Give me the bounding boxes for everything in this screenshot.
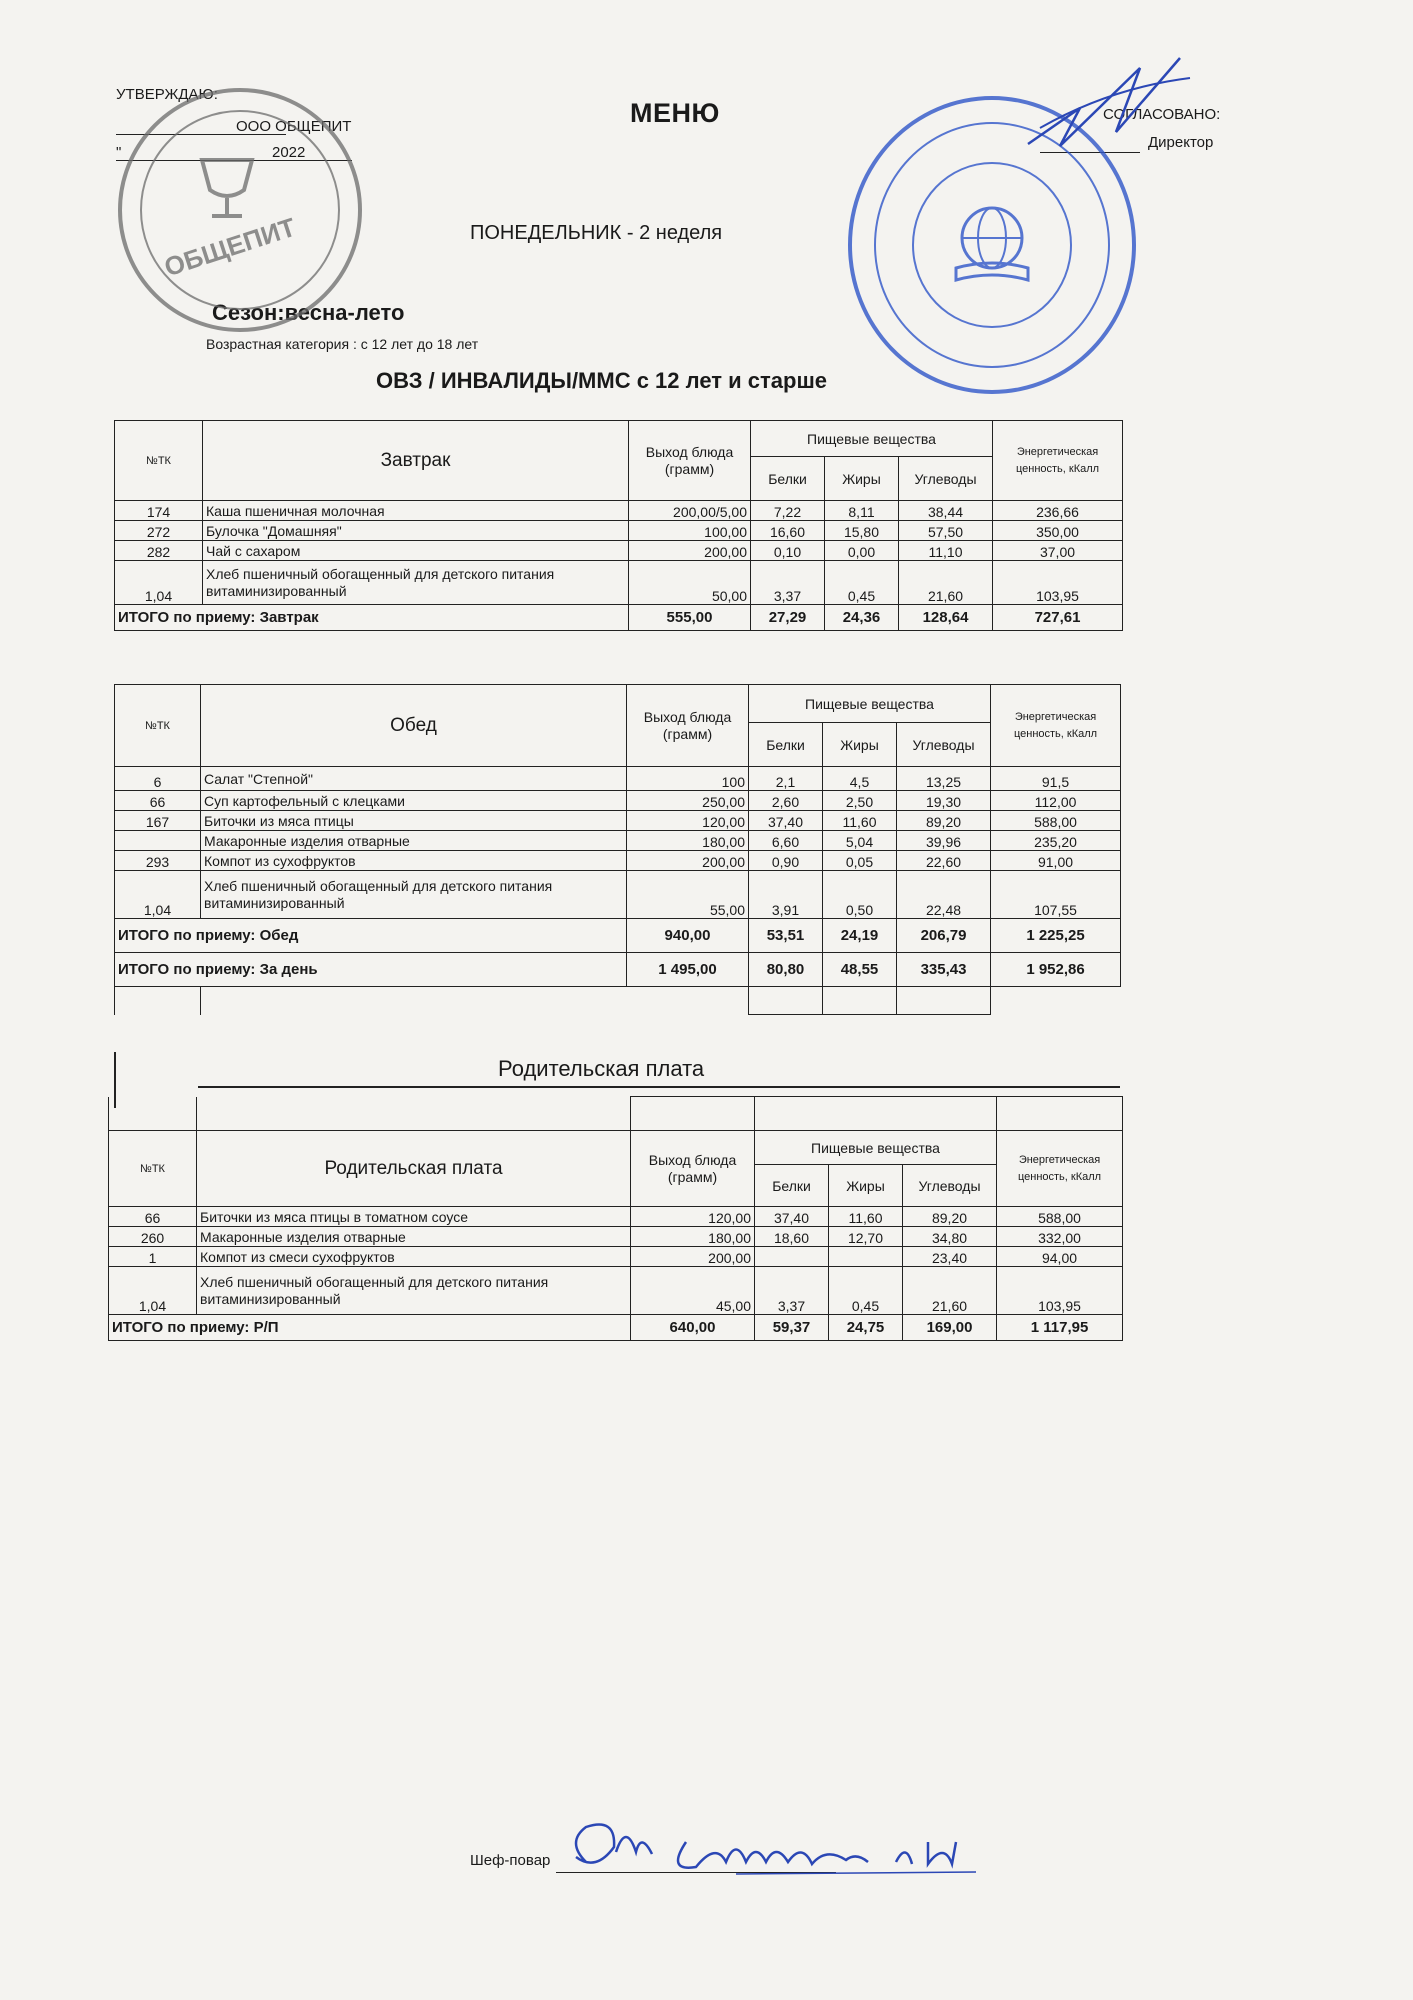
- total-protein: 27,29: [751, 605, 825, 631]
- parent-total-row: [109, 1315, 1123, 1341]
- total-output: 640,00: [631, 1315, 755, 1341]
- left-stamp-text: ОБЩЕПИТ: [160, 211, 300, 283]
- dish-carbs: 34,80: [903, 1227, 997, 1247]
- day-title: ПОНЕДЕЛЬНИК - 2 неделя: [470, 222, 723, 244]
- dish-fat: 0,00: [825, 541, 899, 561]
- dish-carbs: 23,40: [903, 1247, 997, 1267]
- dish-protein: 2,1: [749, 767, 823, 791]
- dish-carbs: 38,44: [899, 501, 993, 521]
- total-carbs: 128,64: [899, 605, 993, 631]
- dish-number: 1,04: [115, 561, 203, 605]
- left-stamp: [118, 88, 362, 332]
- dish-protein: 6,60: [749, 831, 823, 851]
- dish-carbs: 39,96: [897, 831, 991, 851]
- dish-output: 100: [627, 767, 749, 791]
- globe-book-icon: [944, 198, 1040, 294]
- menu-row: [115, 831, 1121, 851]
- menu-row: [115, 521, 1123, 541]
- menu-row: [109, 1207, 1123, 1227]
- day-total-label: ИТОГО по приему: За день: [115, 953, 627, 987]
- dish-output: 120,00: [627, 811, 749, 831]
- col-num: №ТК: [115, 685, 201, 767]
- col-protein: Белки: [755, 1165, 829, 1207]
- total-fat: 24,36: [825, 605, 899, 631]
- dish-protein: 0,10: [751, 541, 825, 561]
- col-carbs: Углеводы: [899, 457, 993, 501]
- col-output: Выход блюда (грамм): [627, 685, 749, 767]
- meal-title-breakfast: Завтрак: [203, 421, 629, 501]
- dish-number: 272: [115, 521, 203, 541]
- dish-fat: 0,45: [829, 1267, 903, 1315]
- dish-number: 1,04: [109, 1267, 197, 1315]
- meal-title-lunch: Обед: [201, 685, 627, 767]
- director-label: Директор: [1148, 134, 1214, 151]
- menu-row: [109, 1267, 1123, 1315]
- dish-fat: 11,60: [829, 1207, 903, 1227]
- menu-row: [109, 1247, 1123, 1267]
- total-label: ИТОГО по приему: Р/П: [109, 1315, 631, 1341]
- dish-fat: 0,05: [823, 851, 897, 871]
- dish-protein: 37,40: [755, 1207, 829, 1227]
- col-fat: Жиры: [823, 723, 897, 767]
- menu-row: [115, 871, 1121, 919]
- dish-name: Макаронные изделия отварные: [197, 1227, 631, 1247]
- dish-number: 293: [115, 851, 201, 871]
- dish-energy: 107,55: [991, 871, 1121, 919]
- dish-energy: 588,00: [997, 1207, 1123, 1227]
- dish-carbs: 21,60: [899, 561, 993, 605]
- total-output: 555,00: [629, 605, 751, 631]
- dish-fat: 2,50: [823, 791, 897, 811]
- dish-fat: 8,11: [825, 501, 899, 521]
- total-energy: 1 117,95: [997, 1315, 1123, 1341]
- menu-row: [115, 541, 1123, 561]
- total-energy: 1 225,25: [991, 919, 1121, 953]
- dish-protein: 3,37: [751, 561, 825, 605]
- dish-energy: 94,00: [997, 1247, 1123, 1267]
- dish-name: Хлеб пшеничный обогащенный для детского питания витаминизированный: [203, 561, 629, 605]
- dish-number: 6: [115, 767, 201, 791]
- dish-energy: 112,00: [991, 791, 1121, 811]
- dish-fat: 0,50: [823, 871, 897, 919]
- col-carbs: Углеводы: [897, 723, 991, 767]
- col-energy: Энергетическая ценность, кКалл: [997, 1131, 1123, 1207]
- menu-row: [115, 501, 1123, 521]
- dish-protein: 2,60: [749, 791, 823, 811]
- dish-energy: 103,95: [993, 561, 1123, 605]
- dish-carbs: 89,20: [903, 1207, 997, 1227]
- dish-name: Салат "Степной": [201, 767, 627, 791]
- dish-protein: [755, 1247, 829, 1267]
- dish-number: 167: [115, 811, 201, 831]
- dish-carbs: 21,60: [903, 1267, 997, 1315]
- dish-fat: 15,80: [825, 521, 899, 541]
- col-fat: Жиры: [825, 457, 899, 501]
- approve-label: УТВЕРЖДАЮ:: [116, 86, 218, 103]
- dish-output: 250,00: [627, 791, 749, 811]
- dish-energy: 236,66: [993, 501, 1123, 521]
- menu-row: [115, 791, 1121, 811]
- day-total-output: 1 495,00: [627, 953, 749, 987]
- dish-output: 100,00: [629, 521, 751, 541]
- total-fat: 24,19: [823, 919, 897, 953]
- dish-name: Компот из смеси сухофруктов: [197, 1247, 631, 1267]
- menu-row: [109, 1227, 1123, 1247]
- dish-energy: 103,95: [997, 1267, 1123, 1315]
- dish-energy: 91,5: [991, 767, 1121, 791]
- dish-carbs: 22,60: [897, 851, 991, 871]
- agreed-label: СОГЛАСОВАНО:: [1103, 106, 1221, 123]
- breakfast-rows: [115, 501, 1123, 605]
- total-output: 940,00: [627, 919, 749, 953]
- col-energy: Энергетическая ценность, кКалл: [993, 421, 1123, 501]
- dish-protein: 3,91: [749, 871, 823, 919]
- total-label: ИТОГО по приему: Обед: [115, 919, 627, 953]
- dish-carbs: 11,10: [899, 541, 993, 561]
- day-total-energy: 1 952,86: [991, 953, 1121, 987]
- page-title: МЕНЮ: [630, 98, 720, 128]
- dish-number: 66: [109, 1207, 197, 1227]
- col-output: Выход блюда (грамм): [629, 421, 751, 501]
- dish-fat: 4,5: [823, 767, 897, 791]
- total-carbs: 206,79: [897, 919, 991, 953]
- dish-fat: 5,04: [823, 831, 897, 851]
- year: 2022: [272, 144, 306, 161]
- dish-name: Компот из сухофруктов: [201, 851, 627, 871]
- season: Сезон:весна-лето: [212, 300, 405, 325]
- dish-number: 66: [115, 791, 201, 811]
- dish-energy: 37,00: [993, 541, 1123, 561]
- col-carbs: Углеводы: [903, 1165, 997, 1207]
- col-fat: Жиры: [829, 1165, 903, 1207]
- dish-energy: 332,00: [997, 1227, 1123, 1247]
- dish-name: Каша пшеничная молочная: [203, 501, 629, 521]
- menu-row: [115, 561, 1123, 605]
- menu-row: [115, 851, 1121, 871]
- day-total-protein: 80,80: [749, 953, 823, 987]
- total-fat: 24,75: [829, 1315, 903, 1341]
- lunch-total-row: [115, 919, 1121, 953]
- menu-row: [115, 811, 1121, 831]
- day-total-row: [115, 953, 1121, 987]
- total-protein: 59,37: [755, 1315, 829, 1341]
- menu-row: [115, 767, 1121, 791]
- dish-name: Биточки из мяса птицы в томатном соусе: [197, 1207, 631, 1227]
- org-name: ООО ОБЩЕПИТ: [236, 118, 352, 135]
- parent-section-title: Родительская плата: [498, 1056, 705, 1081]
- day-total-carbs: 335,43: [897, 953, 991, 987]
- date-quote: ": [116, 144, 122, 161]
- dish-output: 200,00: [631, 1247, 755, 1267]
- dish-carbs: 13,25: [897, 767, 991, 791]
- dish-output: 180,00: [631, 1227, 755, 1247]
- dish-number: 1: [109, 1247, 197, 1267]
- dish-energy: 350,00: [993, 521, 1123, 541]
- dish-name: Хлеб пшеничный обогащенный для детского питания витаминизированный: [197, 1267, 631, 1315]
- breakfast-total-row: [115, 605, 1123, 631]
- dish-name: Хлеб пшеничный обогащенный для детского питания витаминизированный: [201, 871, 627, 919]
- group-title: ОВЗ / ИНВАЛИДЫ/ММС с 12 лет и старше: [376, 368, 828, 393]
- dish-output: 120,00: [631, 1207, 755, 1227]
- col-nutrients: Пищевые вещества: [749, 685, 991, 723]
- dish-output: 55,00: [627, 871, 749, 919]
- dish-carbs: 57,50: [899, 521, 993, 541]
- dish-protein: 7,22: [751, 501, 825, 521]
- dish-protein: 3,37: [755, 1267, 829, 1315]
- chef-signature: [556, 1812, 996, 1892]
- dish-fat: 0,45: [825, 561, 899, 605]
- dish-carbs: 22,48: [897, 871, 991, 919]
- lunch-table: [114, 684, 1121, 1015]
- dish-name: Суп картофельный с клецками: [201, 791, 627, 811]
- dish-name: Макаронные изделия отварные: [201, 831, 627, 851]
- col-protein: Белки: [751, 457, 825, 501]
- col-nutrients: Пищевые вещества: [755, 1131, 997, 1165]
- dish-output: 200,00: [629, 541, 751, 561]
- dish-number: 260: [109, 1227, 197, 1247]
- col-nutrients: Пищевые вещества: [751, 421, 993, 457]
- spacer-row: [115, 987, 1121, 1015]
- col-energy: Энергетическая ценность, кКалл: [991, 685, 1121, 767]
- dish-name: Булочка "Домашняя": [203, 521, 629, 541]
- parent-section-rule: [198, 1086, 1120, 1088]
- dish-fat: [829, 1247, 903, 1267]
- parent-table: [108, 1096, 1123, 1341]
- lunch-rows: [115, 767, 1121, 919]
- dish-number: 1,04: [115, 871, 201, 919]
- dish-protein: 0,90: [749, 851, 823, 871]
- chef-label: Шеф-повар: [470, 1852, 551, 1869]
- dish-protein: 18,60: [755, 1227, 829, 1247]
- meal-title-parent: Родительская плата: [197, 1131, 631, 1207]
- dish-number: 282: [115, 541, 203, 561]
- age-category: Возрастная категория : с 12 лет до 18 лет: [206, 336, 479, 352]
- col-num: №ТК: [115, 421, 203, 501]
- dish-energy: 235,20: [991, 831, 1121, 851]
- col-output: Выход блюда (грамм): [631, 1131, 755, 1207]
- total-energy: 727,61: [993, 605, 1123, 631]
- dish-output: 200,00/5,00: [629, 501, 751, 521]
- dish-output: 180,00: [627, 831, 749, 851]
- dish-energy: 588,00: [991, 811, 1121, 831]
- dish-number: [115, 831, 201, 851]
- dish-carbs: 19,30: [897, 791, 991, 811]
- dish-number: 174: [115, 501, 203, 521]
- director-signature: [1020, 48, 1200, 158]
- dish-fat: 11,60: [823, 811, 897, 831]
- total-label: ИТОГО по приему: Завтрак: [115, 605, 629, 631]
- dish-energy: 91,00: [991, 851, 1121, 871]
- dish-name: Биточки из мяса птицы: [201, 811, 627, 831]
- dish-protein: 16,60: [751, 521, 825, 541]
- dish-protein: 37,40: [749, 811, 823, 831]
- col-protein: Белки: [749, 723, 823, 767]
- col-num: №ТК: [109, 1131, 197, 1207]
- parent-rows: [109, 1207, 1123, 1315]
- dish-output: 50,00: [629, 561, 751, 605]
- breakfast-table: [114, 420, 1123, 631]
- dish-name: Чай с сахаром: [203, 541, 629, 561]
- dish-output: 45,00: [631, 1267, 755, 1315]
- dish-output: 200,00: [627, 851, 749, 871]
- total-carbs: 169,00: [903, 1315, 997, 1341]
- total-protein: 53,51: [749, 919, 823, 953]
- cup-icon: [192, 152, 262, 222]
- day-total-fat: 48,55: [823, 953, 897, 987]
- dish-carbs: 89,20: [897, 811, 991, 831]
- dish-fat: 12,70: [829, 1227, 903, 1247]
